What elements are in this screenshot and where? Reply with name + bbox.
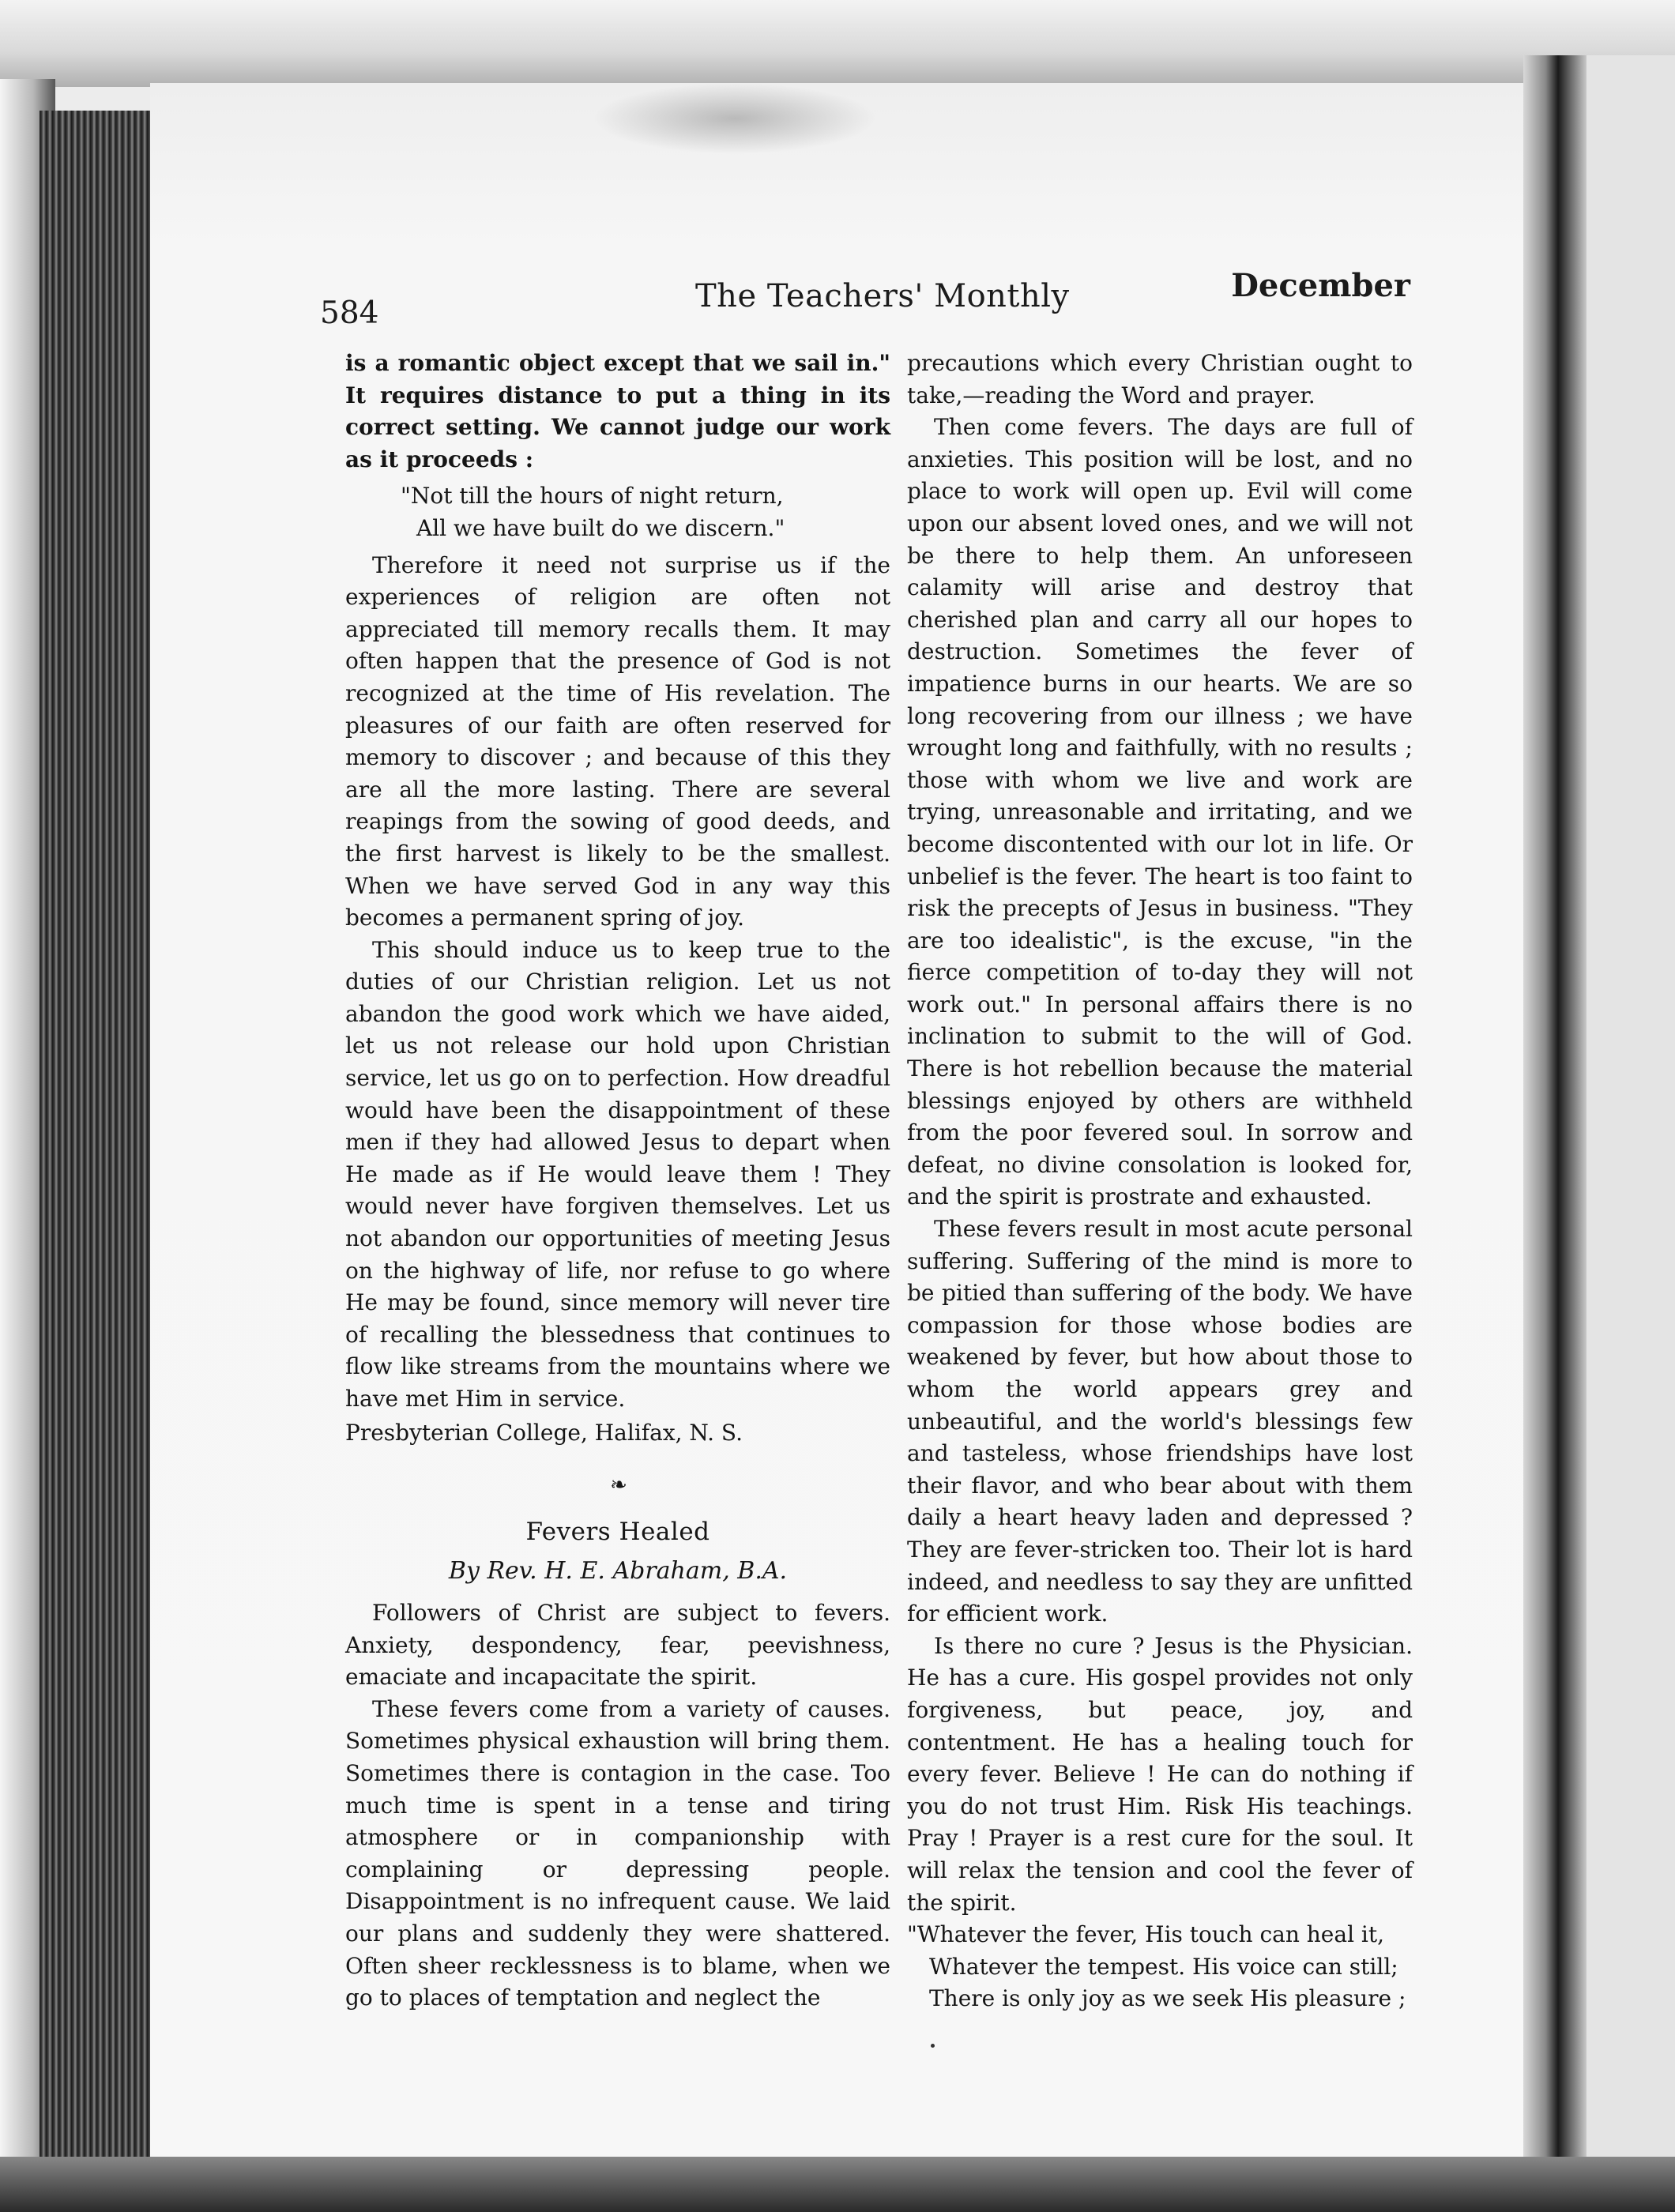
left-paragraph-3: This should induce us to keep true to the duties of our Christian religion. Let us not abandon the good work which we have aided, let us not release our hold upon Christian service, let us go on to perfection. How dreadful would have been the disappointment of these men if they had allowed Jesus to depart when He made as if He would leave them ! They would never have forgiven themselves. Let us not abandon our opportunities of meeting Jesus on the highway of life, nor refuse to go where He may be found, since memory will never tire of recalling the blessedness that continues to flow like streams from the mountains where we have met Him in service.: [345, 936, 890, 1412]
scan-top-margin: [0, 0, 1675, 87]
page-header: [320, 267, 1410, 330]
right-paragraph-4: Is there no cure ? Jesus is the Physician. He has a cure. His gospel provides not only forgiveness, but peace, joy, and contentment. He has a healing touch for every fever. Believe ! He can do nothing if you do not trust Him. Risk His teachings. Pray ! Prayer is a rest cure for the soul. It will relax the tension and cool the fever of the spirit.: [907, 1632, 1413, 1916]
book-spine: [1523, 55, 1587, 2212]
right-paragraph-2: Then come fevers. The days are full of anxieties. This position will be lost, and no place to work will open up. Evil will come upon our absent loved ones, and we will not be there to help them. An unforeseen calamity will arise and destroy that cherished plan and carry all our hopes to destruction. Sometimes the fever of impatience burns in our hearts. We are so long recovering from our illness ; we have wrought long and faithfully, with no results ; those with whom we live and work are trying, unreasonable and irritating, and we become discontented with our lot in life. Or unbelief is the fever. The heart is too faint to risk the precepts of Jesus in business. "They are too idealistic", is the excuse, "in the fierce competition of to-day they will not work out." In personal affairs there is no inclination to submit to the will of God. There is hot rebellion because the material blessings enjoyed by others are withheld from the poor fevered soul. In sorrow and defeat, no divine consolation is looked for, and the spirit is prostrate and exhausted.: [907, 414, 1413, 1210]
book-page-edges: [40, 111, 150, 2196]
author-affiliation: Presbyterian College, Halifax, N. S.: [345, 1419, 743, 1446]
page-number: 584: [320, 295, 379, 331]
page-smudge: [593, 83, 877, 154]
right-paragraph-1: precautions which every Christian ought to take,—reading the Word and prayer.: [907, 350, 1413, 408]
running-month: December: [1231, 267, 1410, 304]
left-paragraph-4: Followers of Christ are subject to fevers. Anxiety, despondency, fear, peevishness, emaciate and incapacitate the spirit.: [345, 1599, 890, 1691]
poem-line: "Not till the hours of night return,: [401, 483, 784, 510]
left-poem: [345, 480, 890, 544]
right-poem: [907, 1919, 1413, 2015]
poem-line: Whatever the tempest. His voice can still;: [929, 1953, 1398, 1980]
running-title: The Teachers' Monthly: [695, 278, 1070, 314]
section-ornament: ❧: [610, 1473, 626, 1498]
article-byline: By Rev. H. E. Abraham, B.A.: [448, 1557, 788, 1586]
right-column: [907, 348, 1413, 2015]
scan-bottom-margin: [0, 2157, 1675, 2212]
left-paragraph-1: is a romantic object except that we sail in." It requires distance to put a thing in its correct setting. We cannot judge our work as it proceeds :: [345, 350, 890, 472]
right-paragraph-3: These fevers result in most acute personal suffering. Suffering of the mind is more to be pitied than suffering of the body. We have compassion for those whose bodies are weakened by fever, but how about those to whom the world appears grey and unbeautiful, and the world's blessings few and tasteless, whose friendships have lost their flavor, and who bear about with them daily a heart heavy laden and depressed ? They are fever-stricken too. Their lot is hard indeed, and needless to say they are unfitted for efficient work.: [907, 1216, 1413, 1627]
left-column: [345, 348, 890, 2014]
facing-page-edge: [1587, 55, 1675, 2212]
poem-line: There is only joy as we seek His pleasure ;: [929, 1985, 1406, 2012]
page-speck: [931, 2044, 935, 2048]
left-paragraph-5: These fevers come from a variety of causes. Sometimes physical exhaustion will bring them. Sometimes there is contagion in the case. Too much time is spent in a tense and tiring atmosphere or in companionship with complaining or depressing people. Disappointment is no infrequent cause. We laid our plans and suddenly they were shattered. Often sheer recklessness is to blame, when we go to places of temptation and neglect the: [345, 1695, 890, 2011]
left-paragraph-2: Therefore it need not surprise us if the experiences of religion are often not appreciated till memory recalls them. It may often happen that the presence of God is not recognized at the time of His revelation. The pleasures of our faith are often reserved for memory to discover ; and because of this they are all the more lasting. There are several reapings from the sowing of good deeds, and the first harvest is likely to be the smallest. When we have served God in any way this becomes a permanent spring of joy.: [345, 551, 890, 931]
poem-line: All we have built do we discern.": [416, 514, 785, 541]
poem-line: "Whatever the fever, His touch can heal it,: [907, 1921, 1385, 1948]
article-title: Fevers Healed: [525, 1517, 710, 1546]
